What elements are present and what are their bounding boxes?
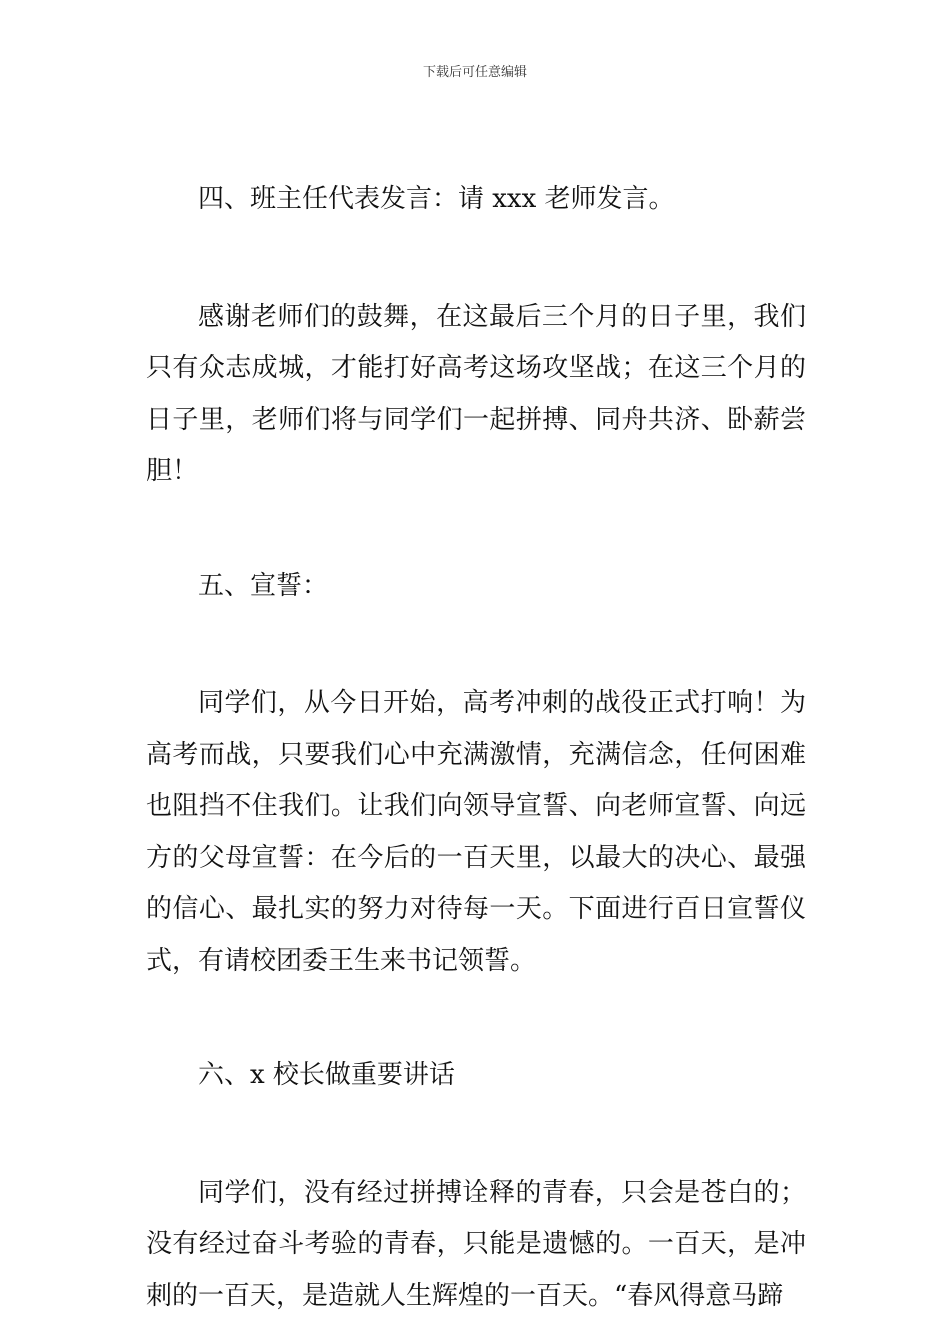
paragraph-gap [146, 612, 806, 678]
section-4-paragraph: 感谢老师们的鼓舞，在这最后三个月的日子里，我们只有众志成城，才能打好高考这场攻坚战；在这三个月的日子里，老师们将与同学们一起拼搏、同舟共济、卧薪尝胆！ [146, 301, 806, 486]
paragraph-gap [146, 226, 806, 292]
document-body [146, 174, 806, 1322]
page-header: 下载后可任意编辑 [422, 65, 527, 80]
paragraph-gap [146, 987, 806, 1050]
section-6-paragraph: 同学们，没有经过拼搏诠释的青春，只会是苍白的；没有经过奋斗考验的青春，只能是遗憾的。一百天，是冲刺的一百天，是造就人生辉煌的一百天。“春风得意马蹄 [146, 1177, 806, 1311]
section-6-heading: 六、x 校长做重要讲话 [198, 1060, 455, 1090]
section-5-paragraph: 同学们，从今日开始，高考冲刺的战役正式打响！为高考而战，只要我们心中充满激情，充满信念，任何困难也阻挡不住我们。让我们向领导宣誓、向老师宣誓、向远方的父母宣誓：在今后的一百天里，以最大的决心、最强的信心、最扎实的努力对待每一天。下面进行百日宣誓仪式，有请校团委王生来书记领誓。 [146, 688, 806, 976]
section-5-heading: 五、宣誓： [198, 570, 329, 601]
section-4-heading: 四、班主任代表发言：请 xxx 老师发言。 [198, 184, 675, 214]
paragraph-gap [146, 498, 806, 561]
paragraph-gap [146, 1102, 806, 1168]
